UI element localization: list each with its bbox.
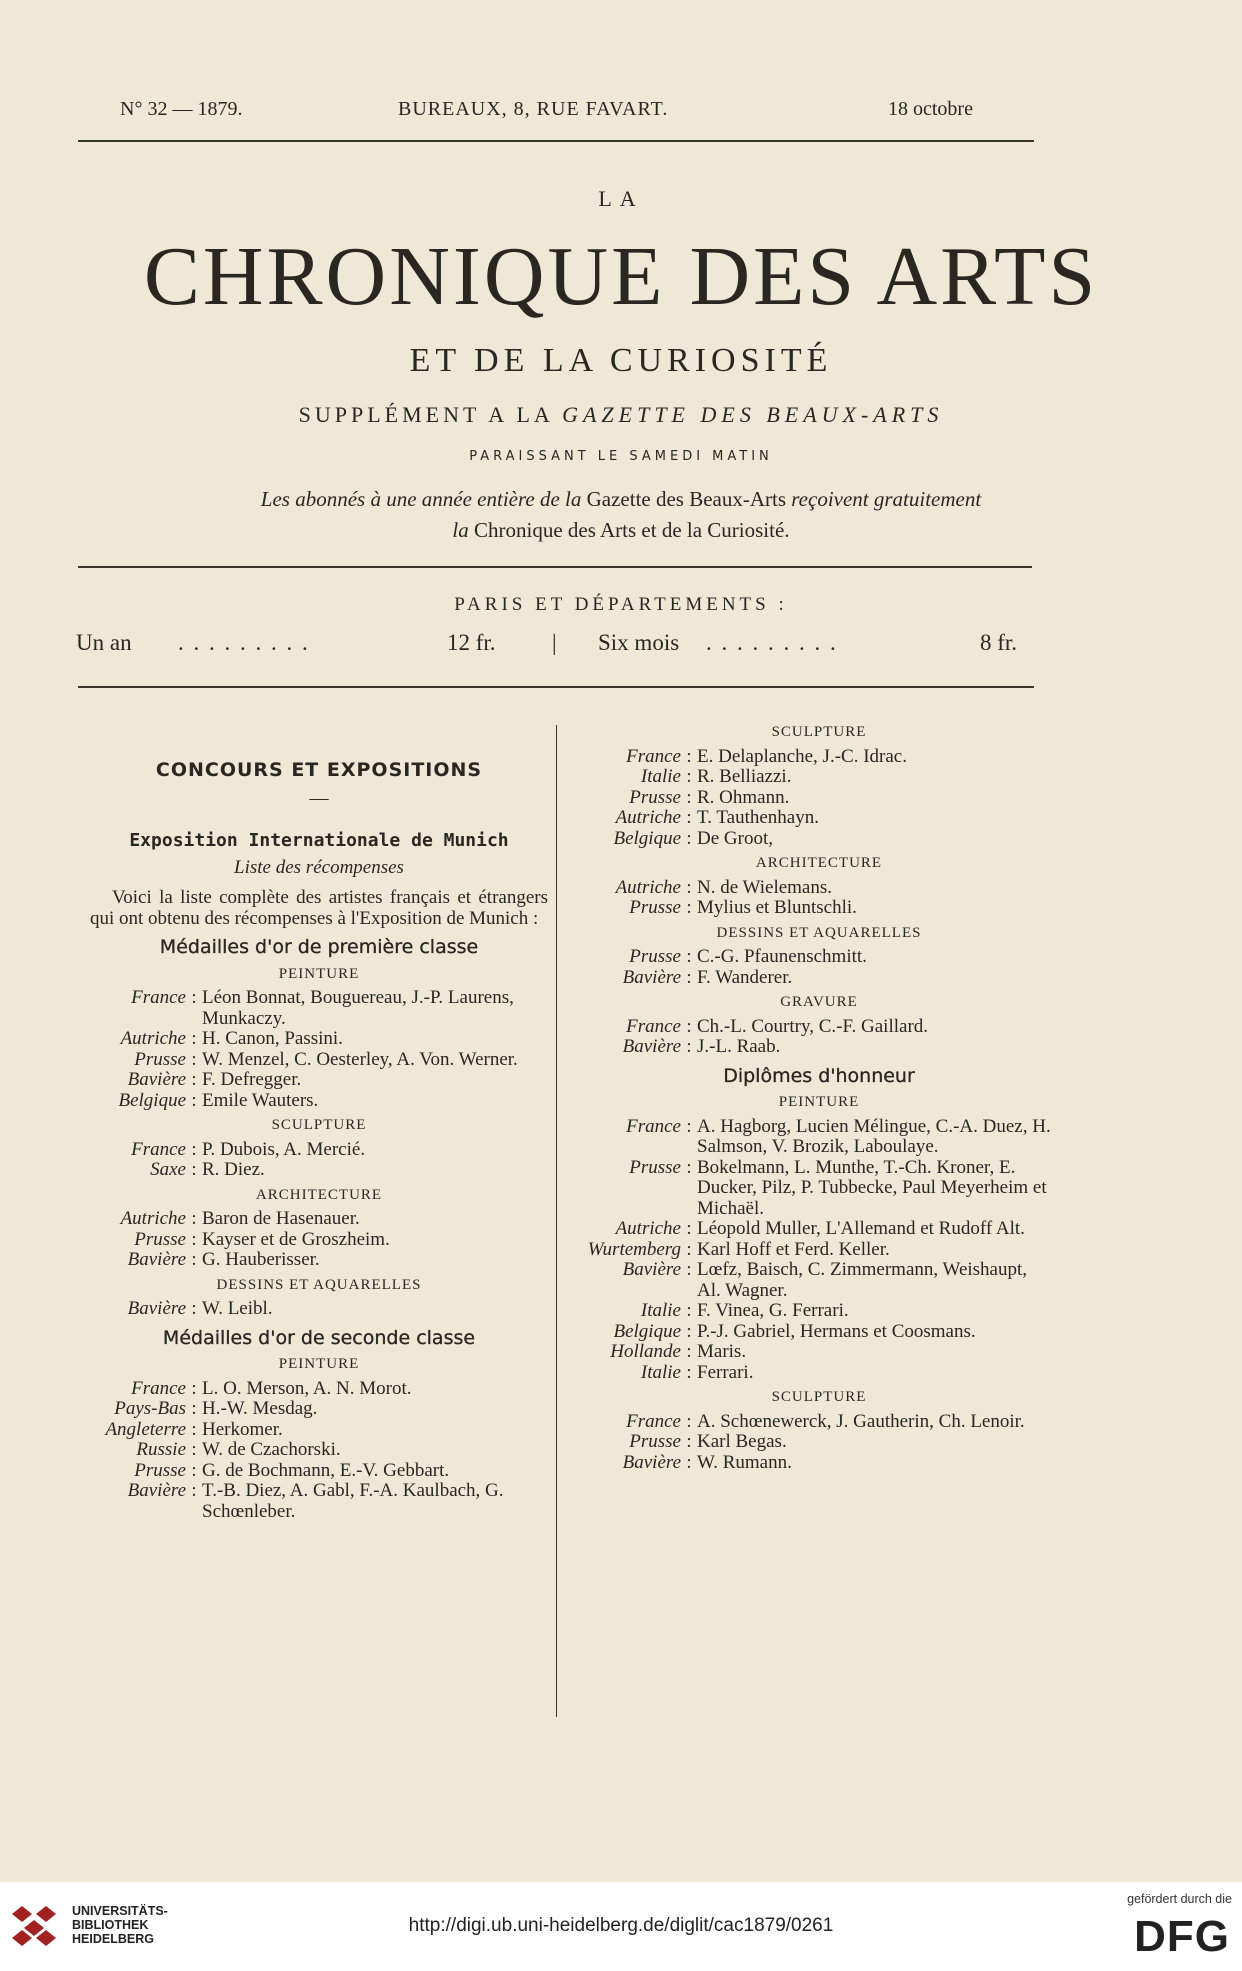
artist-names: W. Leibl. xyxy=(202,1298,273,1319)
colon-separator: : xyxy=(191,1159,197,1180)
country-name: Prusse xyxy=(629,786,681,808)
country-name: Autriche xyxy=(615,1218,681,1239)
colon-separator: : xyxy=(686,1115,692,1137)
country-name: Prusse xyxy=(134,1048,186,1070)
dfg-caption: gefördert durch die xyxy=(1127,1892,1232,1906)
colon-separator: : xyxy=(191,1028,197,1049)
bureaux-address: BUREAUX, 8, RUE FAVART. xyxy=(398,98,669,120)
colon-separator: : xyxy=(191,1398,197,1419)
award-row xyxy=(585,968,1053,989)
masthead-supplement: SUPPLÉMENT A LA GAZETTE DES BEAUX-ARTS xyxy=(298,402,944,427)
country-name: Prusse xyxy=(629,1156,681,1178)
category-label: PEINTURE xyxy=(278,965,360,982)
colon-separator: : xyxy=(686,807,692,828)
country-name: Bavière xyxy=(622,1036,681,1057)
award-row xyxy=(585,808,1053,829)
colon-separator: : xyxy=(191,1048,197,1070)
country-name: Prusse xyxy=(629,1431,681,1452)
section-title: CONCOURS ET EXPOSITIONS xyxy=(155,759,483,781)
country-name: Pays-Bas xyxy=(114,1398,186,1419)
artist-names: A. Hagborg, Lucien Mélingue, C.-A. Duez, H. Salmson, V. Brozik, Laboulaye. xyxy=(697,1115,1051,1157)
award-row xyxy=(90,988,548,1029)
country-name: France xyxy=(626,1015,681,1037)
colon-separator: : xyxy=(686,966,692,988)
dfg-logo: DFG xyxy=(1134,1912,1230,1961)
country-name: Angleterre xyxy=(105,1418,186,1440)
artist-names: Mylius et Bluntschli. xyxy=(697,897,857,918)
artist-names: L. O. Merson, A. N. Morot. xyxy=(202,1377,412,1399)
award-row xyxy=(90,1461,548,1482)
artist-names: Baron de Hasenauer. xyxy=(202,1208,360,1229)
masthead-la: LA xyxy=(598,186,644,211)
artist-names: Léon Bonnat, Bouguereau, J.-P. Laurens, Munkaczy. xyxy=(202,987,514,1029)
award-class-title: Médailles d'or de seconde classe xyxy=(162,1326,476,1349)
award-row xyxy=(585,1037,1053,1058)
colon-separator: : xyxy=(191,1228,197,1250)
colon-separator: : xyxy=(191,1208,197,1229)
award-row xyxy=(90,1070,548,1091)
artist-names: H. Canon, Passini. xyxy=(202,1028,343,1049)
country-name: Belgique xyxy=(118,1089,186,1111)
category-label: PEINTURE xyxy=(778,1094,860,1110)
subscription-divider: | xyxy=(552,630,557,655)
award-row xyxy=(585,898,1053,919)
country-name: Autriche xyxy=(120,1028,186,1049)
award-row xyxy=(585,878,1053,899)
colon-separator: : xyxy=(686,1451,692,1473)
subscription-six-price: 8 fr. xyxy=(980,630,1018,655)
issue-date: 18 octobre xyxy=(888,98,973,120)
masthead-schedule: PARAISSANT LE SAMEDI MATIN xyxy=(469,449,773,464)
footer-bar xyxy=(0,1882,1242,1971)
masthead-subtitle: ET DE LA CURIOSITÉ xyxy=(409,342,833,379)
colon-separator: : xyxy=(686,745,692,767)
colon-separator: : xyxy=(191,987,197,1008)
award-row xyxy=(585,1240,1053,1261)
category-label: SCULPTURE xyxy=(771,724,867,740)
country-name: Bavière xyxy=(622,966,681,988)
subscription-year-label: Un an xyxy=(76,630,132,655)
country-name: Bavière xyxy=(622,1259,681,1280)
section-dash: — xyxy=(309,787,329,809)
artist-names: R. Diez. xyxy=(202,1159,265,1180)
award-row xyxy=(585,1363,1053,1384)
subscription-six-label: Six mois xyxy=(598,630,680,655)
country-name: France xyxy=(131,1377,186,1399)
award-row xyxy=(585,1412,1053,1433)
artist-names: T.-B. Diez, A. Gabl, F.-A. Kaulbach, G. Schœnleber. xyxy=(202,1480,504,1522)
issue-number: N° 32 — 1879. xyxy=(120,98,243,120)
colon-separator: : xyxy=(686,1015,692,1037)
artist-names: R. Ohmann. xyxy=(697,786,790,808)
award-row xyxy=(90,1299,548,1320)
award-row xyxy=(90,1140,548,1161)
award-row xyxy=(585,747,1053,768)
colon-separator: : xyxy=(191,1298,197,1319)
colon-separator: : xyxy=(686,876,692,898)
colon-separator: : xyxy=(191,1377,197,1399)
artist-names: T. Tauthenhayn. xyxy=(697,807,819,828)
award-row xyxy=(585,1342,1053,1363)
column-left xyxy=(90,718,548,1522)
country-name: Prusse xyxy=(134,1228,186,1250)
category-label: GRAVURE xyxy=(780,994,858,1010)
artist-names: Ferrari. xyxy=(697,1361,754,1383)
artist-names: Kayser et de Groszheim. xyxy=(202,1228,390,1250)
country-name: Prusse xyxy=(134,1459,186,1481)
subscription-year-price: 12 fr. xyxy=(447,630,496,655)
country-name: Wurtemberg xyxy=(587,1238,681,1260)
colon-separator: : xyxy=(191,1439,197,1460)
country-name: Bavière xyxy=(127,1480,186,1501)
country-name: Autriche xyxy=(120,1208,186,1229)
artist-names: P. Dubois, A. Mercié. xyxy=(202,1138,366,1160)
award-row xyxy=(585,1017,1053,1038)
subscription-heading: PARIS ET DÉPARTEMENTS : xyxy=(454,594,788,615)
award-row xyxy=(90,1250,548,1271)
category-label: DESSINS ET AQUARELLES xyxy=(716,924,922,941)
award-row xyxy=(90,1481,548,1522)
university-name: UNIVERSITÄTS- BIBLIOTHEK HEIDELBERG xyxy=(72,1904,168,1946)
colon-separator: : xyxy=(686,1431,692,1452)
award-row xyxy=(585,1453,1053,1474)
artist-names: C.-G. Pfaunenschmitt. xyxy=(697,946,867,967)
country-name: Bavière xyxy=(127,1298,186,1319)
award-row xyxy=(585,829,1053,850)
artist-names: Bokelmann, L. Munthe, T.-Ch. Kroner, E. Ducker, Pilz, P. Tubbecke, Paul Meyerheim et Michaël. xyxy=(697,1156,1047,1219)
article-heading: Exposition Internationale de Munich xyxy=(129,830,509,851)
colon-separator: : xyxy=(191,1089,197,1111)
colon-separator: : xyxy=(191,1480,197,1501)
subscription-six-dots: . . . . . . . . . xyxy=(706,630,838,655)
award-row xyxy=(585,1260,1053,1301)
country-name: Hollande xyxy=(610,1341,681,1362)
country-name: Bavière xyxy=(127,1249,186,1270)
country-name: France xyxy=(626,745,681,767)
colon-separator: : xyxy=(686,1320,692,1342)
colon-separator: : xyxy=(686,1410,692,1432)
award-row xyxy=(585,767,1053,788)
award-row xyxy=(90,1230,548,1251)
artist-names: Ch.-L. Courtry, C.-F. Gaillard. xyxy=(697,1015,929,1037)
award-row xyxy=(90,1029,548,1050)
colon-separator: : xyxy=(686,766,692,787)
colon-separator: : xyxy=(686,1300,692,1321)
colon-separator: : xyxy=(686,1238,692,1260)
award-row xyxy=(585,1158,1053,1220)
country-name: Saxe xyxy=(150,1159,186,1180)
article-intro: Voici la liste complète des artistes français et étrangers qui ont obtenu des récompenses à l'Exposition de Munich : xyxy=(90,887,548,929)
country-name: Bavière xyxy=(127,1069,186,1090)
colon-separator: : xyxy=(191,1069,197,1090)
award-row xyxy=(585,947,1053,968)
category-label: SCULPTURE xyxy=(271,1117,367,1133)
column-right xyxy=(585,718,1053,1473)
colon-separator: : xyxy=(686,1218,692,1239)
country-name: Prusse xyxy=(629,897,681,918)
country-name: Prusse xyxy=(629,946,681,967)
colon-separator: : xyxy=(686,946,692,967)
artist-names: Emile Wauters. xyxy=(202,1089,319,1111)
artist-names: De Groot, xyxy=(697,827,773,849)
country-name: Italie xyxy=(640,766,681,787)
country-name: Russie xyxy=(136,1439,186,1460)
colon-separator: : xyxy=(191,1459,197,1481)
award-row xyxy=(90,1091,548,1112)
artist-names: Karl Begas. xyxy=(697,1431,787,1452)
artist-names: N. de Wielemans. xyxy=(697,876,833,898)
colon-separator: : xyxy=(191,1249,197,1270)
awards-list-left xyxy=(90,937,548,1522)
artist-names: F. Vinea, G. Ferrari. xyxy=(697,1300,849,1321)
award-row xyxy=(585,1322,1053,1343)
awards-list-right xyxy=(585,722,1053,1473)
colon-separator: : xyxy=(686,897,692,918)
award-row xyxy=(90,1209,548,1230)
artist-names: E. Delaplanche, J.-C. Idrac. xyxy=(697,745,907,767)
article-subheading: Liste des récompenses xyxy=(234,856,404,878)
colon-separator: : xyxy=(686,1361,692,1383)
category-label: ARCHITECTURE xyxy=(755,855,883,871)
award-row xyxy=(90,1050,548,1071)
subscription-rule xyxy=(78,686,1034,688)
award-class-title: Médailles d'or de première classe xyxy=(159,936,479,958)
award-row xyxy=(585,788,1053,809)
country-name: Autriche xyxy=(615,876,681,898)
country-name: Belgique xyxy=(613,827,681,849)
country-name: Belgique xyxy=(613,1320,681,1342)
artist-names: W. de Czachorski. xyxy=(202,1439,341,1460)
artist-names: A. Schœnewerck, J. Gautherin, Ch. Lenoir. xyxy=(697,1410,1025,1432)
artist-names: F. Wanderer. xyxy=(697,966,793,988)
colon-separator: : xyxy=(686,1259,692,1280)
award-row xyxy=(90,1420,548,1441)
artist-names: Léopold Muller, L'Allemand et Rudoff Alt. xyxy=(697,1218,1025,1239)
award-class-title: Diplômes d'honneur xyxy=(723,1064,915,1087)
colon-separator: : xyxy=(191,1138,197,1160)
masthead-abonnes: Les abonnés à une année entière de la Gazette des Beaux-Arts reçoivent gratuitement la Chronique des Arts et de la Curiosité. xyxy=(260,487,982,542)
category-label: SCULPTURE xyxy=(771,1389,867,1405)
artist-names: Herkomer. xyxy=(202,1418,283,1440)
award-row xyxy=(90,1379,548,1400)
award-row xyxy=(90,1399,548,1420)
category-label: PEINTURE xyxy=(278,1356,360,1372)
category-label: DESSINS ET AQUARELLES xyxy=(216,1276,422,1293)
country-name: Italie xyxy=(640,1300,681,1321)
country-name: France xyxy=(626,1115,681,1137)
artist-names: W. Rumann. xyxy=(697,1451,792,1473)
country-name: France xyxy=(131,987,186,1008)
subscription-year-dots: . . . . . . . . . xyxy=(178,630,310,655)
country-name: France xyxy=(131,1138,186,1160)
artist-names: J.-L. Raab. xyxy=(697,1036,781,1057)
award-row xyxy=(585,1117,1053,1158)
colon-separator: : xyxy=(686,1156,692,1178)
colon-separator: : xyxy=(191,1418,197,1440)
column-separator xyxy=(556,725,557,1717)
artist-names: F. Defregger. xyxy=(202,1069,302,1090)
award-row xyxy=(585,1219,1053,1240)
artist-names: G. Hauberisser. xyxy=(202,1249,320,1270)
artist-names: P.-J. Gabriel, Hermans et Coosmans. xyxy=(697,1320,976,1342)
country-name: Autriche xyxy=(615,807,681,828)
permalink-url[interactable]: http://digi.ub.uni-heidelberg.de/diglit/cac1879/0261 xyxy=(408,1915,834,1936)
colon-separator: : xyxy=(686,786,692,808)
artist-names: R. Belliazzi. xyxy=(697,766,792,787)
artist-names: W. Menzel, C. Oesterley, A. Von. Werner. xyxy=(202,1048,518,1070)
award-row xyxy=(585,1301,1053,1322)
award-row xyxy=(90,1160,548,1181)
header-rule xyxy=(78,140,1034,142)
artist-names: Lœfz, Baisch, C. Zimmermann, Weishaupt, Al. Wagner. xyxy=(697,1259,1028,1301)
award-row xyxy=(585,1432,1053,1453)
artist-names: H.-W. Mesdag. xyxy=(202,1398,318,1419)
colon-separator: : xyxy=(686,827,692,849)
country-name: Italie xyxy=(640,1361,681,1383)
award-row xyxy=(90,1440,548,1461)
category-label: ARCHITECTURE xyxy=(255,1186,383,1203)
artist-names: Maris. xyxy=(697,1341,747,1362)
colon-separator: : xyxy=(686,1341,692,1362)
masthead-title: CHRONIQUE DES ARTS xyxy=(143,230,1099,323)
country-name: France xyxy=(626,1410,681,1432)
colon-separator: : xyxy=(686,1036,692,1057)
artist-names: Karl Hoff et Ferd. Keller. xyxy=(697,1238,890,1260)
country-name: Bavière xyxy=(622,1451,681,1473)
masthead-rule xyxy=(78,566,1032,568)
artist-names: G. de Bochmann, E.-V. Gebbart. xyxy=(202,1459,450,1481)
